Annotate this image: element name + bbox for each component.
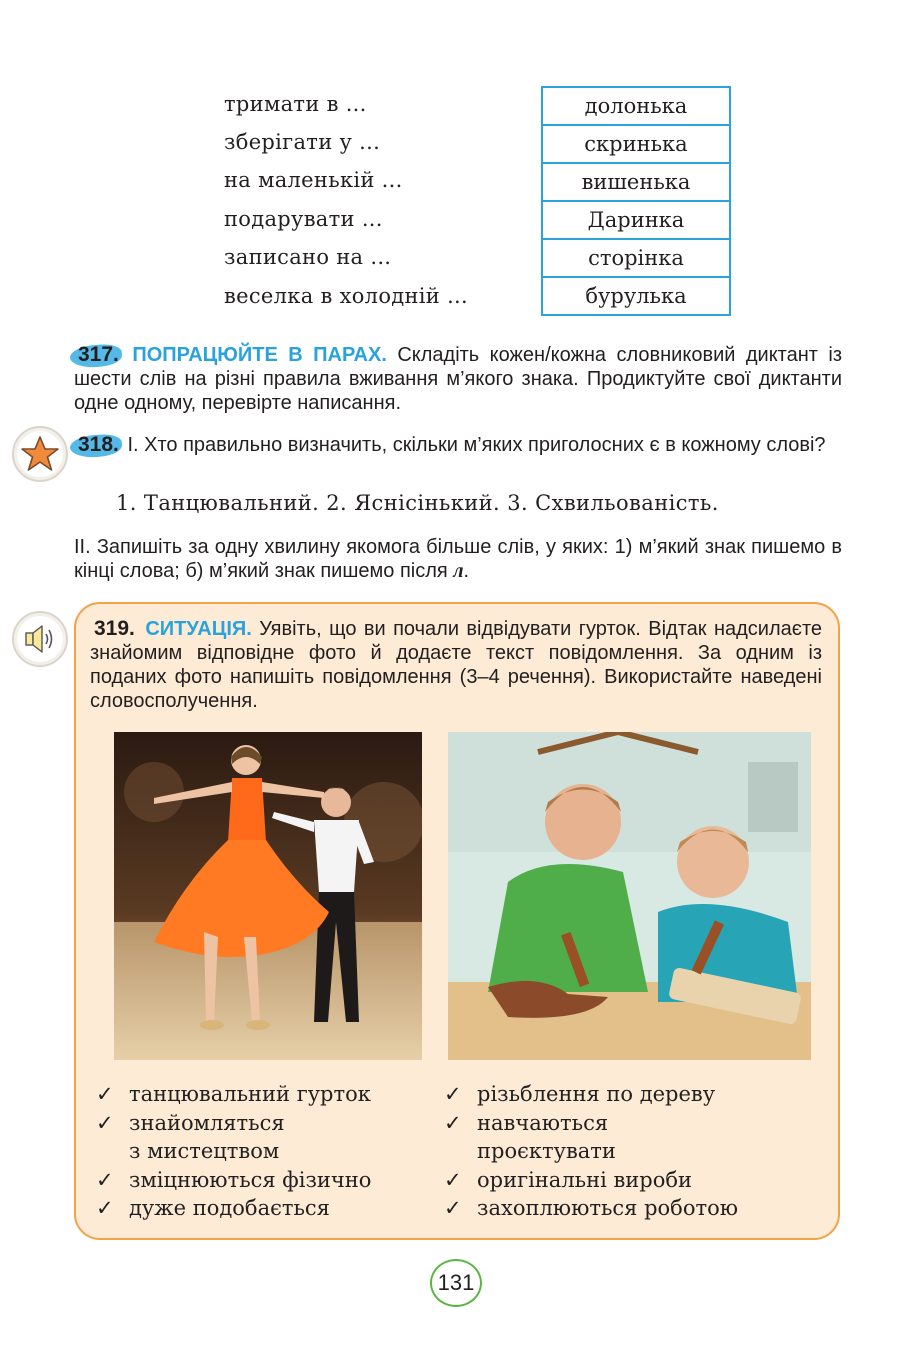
word-cell: Даринка [543,202,729,240]
letter-l: л [453,560,464,582]
list-item-text: проєктувати [477,1139,616,1163]
check-icon: ✓ [96,1110,114,1135]
phrase-item: подарувати ... [224,207,383,231]
list-item [444,1194,738,1223]
list-item [96,1109,371,1166]
woodcarving-photo [448,732,811,1060]
phrase-item: зберігати у ... [224,130,381,154]
word-table [541,86,731,316]
list-item [444,1166,738,1195]
list-item-text: різьблення по дереву [477,1082,716,1106]
word-cell: бурулька [543,278,729,316]
task-318-part2 [74,535,842,583]
check-icon: ✓ [96,1082,114,1106]
words-line: 1. Танцювальний. 2. Яснісінький. 3. Схвильованість. [116,491,719,515]
list-item [96,1080,371,1109]
list-item-text: з мистецтвом [129,1139,280,1163]
phrase-item: записано на ... [224,245,392,269]
checklist-left [96,1080,371,1223]
task-318 [74,433,842,457]
task-number: 317. [74,343,122,367]
phrase-item: на маленькій ... [224,168,403,192]
word-cell: вишенька [543,164,729,202]
check-icon: ✓ [96,1167,114,1192]
checklist-right [444,1080,738,1223]
task-heading: СИТУАЦІЯ. [145,618,252,640]
audio-badge[interactable] [12,611,68,667]
period: . [463,560,470,582]
list-item-text: захоплюються роботою [477,1196,739,1220]
dance-photo [114,732,422,1060]
list-item [444,1109,738,1166]
word-cell: скринька [543,126,729,164]
page-number: 131 [430,1259,482,1307]
check-icon: ✓ [96,1196,114,1220]
check-icon: ✓ [444,1167,462,1192]
task-number: 319. [90,617,138,641]
word-cell: долонька [543,88,729,126]
list-item-text: навчаються [477,1110,609,1135]
list-item-text: знайомляться [129,1110,285,1135]
star-badge [12,426,68,482]
check-icon: ✓ [444,1082,462,1106]
list-item-text: зміцнюються фізично [129,1167,372,1192]
task-319 [90,617,822,713]
list-item-text: дуже подобається [129,1196,330,1220]
speaker-icon [20,619,60,659]
word-cell: сторінка [543,240,729,278]
phrase-item: тримати в ... [224,92,367,116]
task-heading: ПОПРАЦЮЙТЕ В ПАРАХ. [132,344,387,366]
task-text: І. Хто правильно визначить, скільки м’яких приголосних є в кожному слові? [127,434,826,456]
task-text: Складіть кожен/кожна словниковий диктант із шести слів на різні правила вживання м’якого знака. Продиктуйте свої диктанти одне одному, перевірте написання. [74,344,842,414]
task-number: 318. [74,433,122,457]
task-317 [74,343,842,415]
list-item [96,1194,371,1223]
phrase-item: веселка в холодній ... [224,284,469,308]
task-text: ІІ. Запишіть за одну хвилину якомога більше слів, у яких: 1) м’який знак пишемо в кінці слова; б) м’який знак пишемо після [74,536,842,582]
check-icon: ✓ [444,1110,462,1135]
list-item-text: танцювальний гурток [129,1082,371,1106]
list-item [444,1080,738,1109]
task-text: Уявіть, що ви почали відвідувати гурток. Відтак надсилаєте знайомим відповідне фото й додаєте текст повідомлення. За одним із поданих фото напишіть повідомлення (3–4 речення). Використайте наведені словосполучення. [90,618,823,712]
list-item [96,1166,371,1195]
star-icon [20,434,60,474]
list-item-text: оригінальні вироби [477,1167,693,1192]
check-icon: ✓ [444,1196,462,1220]
